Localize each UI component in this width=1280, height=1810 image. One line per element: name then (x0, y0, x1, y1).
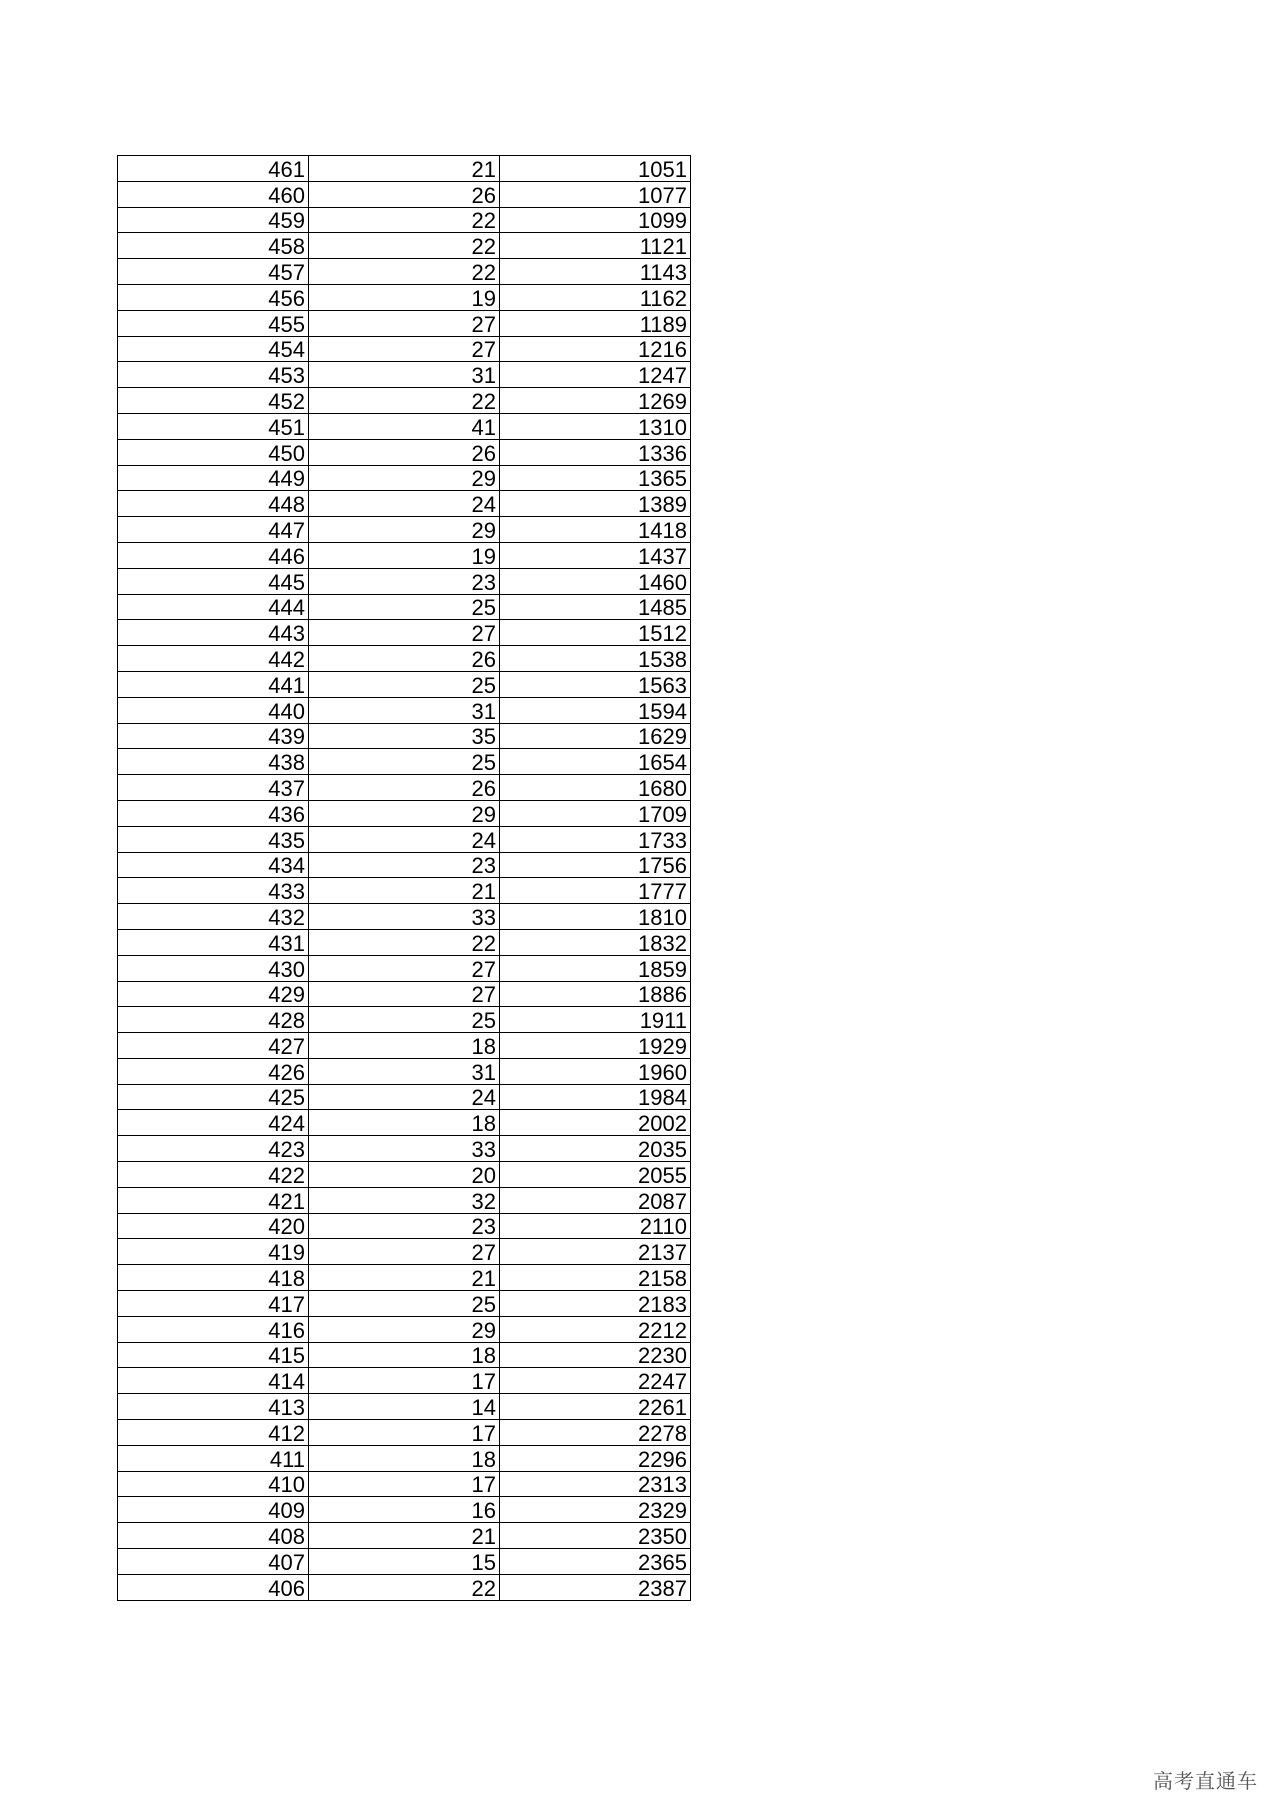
cumulative-cell: 1777 (500, 878, 691, 904)
cumulative-cell: 1810 (500, 904, 691, 930)
score-cell: 420 (118, 1213, 309, 1239)
table-row (118, 1007, 691, 1033)
cumulative-cell: 1336 (500, 439, 691, 465)
count-cell: 31 (309, 362, 500, 388)
count-cell: 31 (309, 697, 500, 723)
count-cell: 18 (309, 1033, 500, 1059)
count-cell: 33 (309, 904, 500, 930)
cumulative-cell: 1121 (500, 233, 691, 259)
score-cell: 448 (118, 491, 309, 517)
score-cell: 422 (118, 1162, 309, 1188)
table-row (118, 1549, 691, 1575)
count-cell: 29 (309, 465, 500, 491)
count-cell: 22 (309, 1574, 500, 1600)
score-cell: 450 (118, 439, 309, 465)
count-cell: 24 (309, 826, 500, 852)
count-cell: 26 (309, 439, 500, 465)
table-row (118, 1316, 691, 1342)
cumulative-cell: 1162 (500, 284, 691, 310)
cumulative-cell: 2183 (500, 1291, 691, 1317)
count-cell: 20 (309, 1162, 500, 1188)
table-row (118, 1497, 691, 1523)
score-cell: 429 (118, 981, 309, 1007)
count-cell: 25 (309, 1007, 500, 1033)
table-row (118, 568, 691, 594)
count-cell: 27 (309, 620, 500, 646)
cumulative-cell: 1756 (500, 852, 691, 878)
table-row (118, 1291, 691, 1317)
cumulative-cell: 1077 (500, 181, 691, 207)
cumulative-cell: 1654 (500, 749, 691, 775)
count-cell: 27 (309, 981, 500, 1007)
score-cell: 409 (118, 1497, 309, 1523)
score-cell: 457 (118, 259, 309, 285)
table-row (118, 697, 691, 723)
table-row (118, 413, 691, 439)
table-row (118, 156, 691, 182)
table-row (118, 1471, 691, 1497)
score-cell: 437 (118, 775, 309, 801)
count-cell: 21 (309, 156, 500, 182)
score-cell: 414 (118, 1368, 309, 1394)
count-cell: 25 (309, 1291, 500, 1317)
count-cell: 26 (309, 646, 500, 672)
count-cell: 33 (309, 1136, 500, 1162)
table-row (118, 1394, 691, 1420)
count-cell: 17 (309, 1368, 500, 1394)
cumulative-cell: 1680 (500, 775, 691, 801)
count-cell: 25 (309, 749, 500, 775)
table-row (118, 981, 691, 1007)
count-cell: 17 (309, 1471, 500, 1497)
score-cell: 445 (118, 568, 309, 594)
cumulative-cell: 1911 (500, 1007, 691, 1033)
score-cell: 415 (118, 1342, 309, 1368)
table-row (118, 1445, 691, 1471)
count-cell: 35 (309, 723, 500, 749)
score-cell: 439 (118, 723, 309, 749)
cumulative-cell: 1859 (500, 955, 691, 981)
table-row (118, 439, 691, 465)
count-cell: 19 (309, 284, 500, 310)
cumulative-cell: 1960 (500, 1058, 691, 1084)
count-cell: 15 (309, 1549, 500, 1575)
cumulative-cell: 1594 (500, 697, 691, 723)
score-cell: 416 (118, 1316, 309, 1342)
table-row (118, 671, 691, 697)
cumulative-cell: 1512 (500, 620, 691, 646)
table-row (118, 259, 691, 285)
cumulative-cell: 1886 (500, 981, 691, 1007)
table-row (118, 749, 691, 775)
score-cell: 461 (118, 156, 309, 182)
count-cell: 22 (309, 207, 500, 233)
table-row (118, 1110, 691, 1136)
cumulative-cell: 1629 (500, 723, 691, 749)
count-cell: 22 (309, 259, 500, 285)
table-row (118, 1084, 691, 1110)
score-cell: 427 (118, 1033, 309, 1059)
count-cell: 26 (309, 775, 500, 801)
score-cell: 413 (118, 1394, 309, 1420)
count-cell: 22 (309, 388, 500, 414)
table-row (118, 594, 691, 620)
score-cell: 418 (118, 1265, 309, 1291)
cumulative-cell: 2087 (500, 1187, 691, 1213)
table-row (118, 233, 691, 259)
table-row (118, 336, 691, 362)
cumulative-cell: 1247 (500, 362, 691, 388)
count-cell: 26 (309, 181, 500, 207)
table-row (118, 1523, 691, 1549)
score-cell: 417 (118, 1291, 309, 1317)
cumulative-cell: 1189 (500, 310, 691, 336)
watermark: 高考直通车 (1153, 1769, 1258, 1793)
score-cell: 449 (118, 465, 309, 491)
score-cell: 456 (118, 284, 309, 310)
table-row (118, 775, 691, 801)
cumulative-cell: 1099 (500, 207, 691, 233)
table-row (118, 929, 691, 955)
score-cell: 431 (118, 929, 309, 955)
score-table-body (118, 156, 691, 1601)
cumulative-cell: 1929 (500, 1033, 691, 1059)
table-row (118, 1058, 691, 1084)
cumulative-cell: 2230 (500, 1342, 691, 1368)
cumulative-cell: 1733 (500, 826, 691, 852)
score-cell: 442 (118, 646, 309, 672)
score-cell: 430 (118, 955, 309, 981)
score-cell: 407 (118, 1549, 309, 1575)
score-cell: 423 (118, 1136, 309, 1162)
count-cell: 27 (309, 1239, 500, 1265)
cumulative-cell: 1709 (500, 800, 691, 826)
count-cell: 22 (309, 929, 500, 955)
score-cell: 440 (118, 697, 309, 723)
table-row (118, 362, 691, 388)
cumulative-cell: 2261 (500, 1394, 691, 1420)
table-row (118, 1136, 691, 1162)
score-cell: 434 (118, 852, 309, 878)
score-cell: 419 (118, 1239, 309, 1265)
cumulative-cell: 1051 (500, 156, 691, 182)
score-cell: 406 (118, 1574, 309, 1600)
count-cell: 29 (309, 800, 500, 826)
table-row (118, 388, 691, 414)
count-cell: 27 (309, 955, 500, 981)
count-cell: 29 (309, 1316, 500, 1342)
count-cell: 21 (309, 878, 500, 904)
count-cell: 25 (309, 671, 500, 697)
table-row (118, 1033, 691, 1059)
count-cell: 21 (309, 1523, 500, 1549)
count-cell: 25 (309, 594, 500, 620)
count-cell: 18 (309, 1445, 500, 1471)
table-row (118, 646, 691, 672)
score-cell: 428 (118, 1007, 309, 1033)
table-row (118, 800, 691, 826)
score-cell: 458 (118, 233, 309, 259)
cumulative-cell: 2055 (500, 1162, 691, 1188)
table-row (118, 878, 691, 904)
table-row (118, 955, 691, 981)
table-row (118, 620, 691, 646)
cumulative-cell: 2350 (500, 1523, 691, 1549)
score-cell: 433 (118, 878, 309, 904)
table-row (118, 1187, 691, 1213)
cumulative-cell: 2365 (500, 1549, 691, 1575)
count-cell: 41 (309, 413, 500, 439)
count-cell: 16 (309, 1497, 500, 1523)
score-cell: 459 (118, 207, 309, 233)
count-cell: 23 (309, 568, 500, 594)
count-cell: 27 (309, 310, 500, 336)
count-cell: 24 (309, 491, 500, 517)
cumulative-cell: 1216 (500, 336, 691, 362)
table-row (118, 1342, 691, 1368)
table-row (118, 904, 691, 930)
count-cell: 23 (309, 1213, 500, 1239)
table-row (118, 284, 691, 310)
cumulative-cell: 1269 (500, 388, 691, 414)
cumulative-cell: 1389 (500, 491, 691, 517)
score-cell: 453 (118, 362, 309, 388)
table-row (118, 465, 691, 491)
score-cell: 443 (118, 620, 309, 646)
cumulative-cell: 2002 (500, 1110, 691, 1136)
count-cell: 31 (309, 1058, 500, 1084)
table-row (118, 181, 691, 207)
table-row (118, 310, 691, 336)
cumulative-cell: 2212 (500, 1316, 691, 1342)
table-row (118, 207, 691, 233)
cumulative-cell: 1485 (500, 594, 691, 620)
cumulative-cell: 1310 (500, 413, 691, 439)
count-cell: 23 (309, 852, 500, 878)
table-row (118, 1368, 691, 1394)
count-cell: 18 (309, 1342, 500, 1368)
cumulative-cell: 1563 (500, 671, 691, 697)
score-cell: 424 (118, 1110, 309, 1136)
cumulative-cell: 2387 (500, 1574, 691, 1600)
score-cell: 410 (118, 1471, 309, 1497)
score-cell: 438 (118, 749, 309, 775)
table-row (118, 826, 691, 852)
score-cell: 441 (118, 671, 309, 697)
table-row (118, 1213, 691, 1239)
cumulative-cell: 1143 (500, 259, 691, 285)
cumulative-cell: 2247 (500, 1368, 691, 1394)
cumulative-cell: 1984 (500, 1084, 691, 1110)
table-row (118, 1574, 691, 1600)
count-cell: 22 (309, 233, 500, 259)
count-cell: 24 (309, 1084, 500, 1110)
score-cell: 411 (118, 1445, 309, 1471)
count-cell: 21 (309, 1265, 500, 1291)
score-cell: 446 (118, 542, 309, 568)
score-cell: 425 (118, 1084, 309, 1110)
score-cell: 452 (118, 388, 309, 414)
score-cell: 460 (118, 181, 309, 207)
table-row (118, 491, 691, 517)
table-row (118, 852, 691, 878)
cumulative-cell: 1437 (500, 542, 691, 568)
score-cell: 421 (118, 1187, 309, 1213)
cumulative-cell: 2296 (500, 1445, 691, 1471)
cumulative-cell: 1832 (500, 929, 691, 955)
cumulative-cell: 2313 (500, 1471, 691, 1497)
cumulative-cell: 1538 (500, 646, 691, 672)
score-cell: 408 (118, 1523, 309, 1549)
table-row (118, 1239, 691, 1265)
score-cell: 454 (118, 336, 309, 362)
table-row (118, 542, 691, 568)
score-cell: 447 (118, 517, 309, 543)
table-row (118, 1420, 691, 1446)
score-cell: 412 (118, 1420, 309, 1446)
table-row (118, 1162, 691, 1188)
score-cell: 436 (118, 800, 309, 826)
cumulative-cell: 2110 (500, 1213, 691, 1239)
count-cell: 14 (309, 1394, 500, 1420)
cumulative-cell: 1460 (500, 568, 691, 594)
table-row (118, 723, 691, 749)
score-cell: 444 (118, 594, 309, 620)
count-cell: 27 (309, 336, 500, 362)
cumulative-cell: 1418 (500, 517, 691, 543)
count-cell: 18 (309, 1110, 500, 1136)
count-cell: 29 (309, 517, 500, 543)
score-cell: 426 (118, 1058, 309, 1084)
cumulative-cell: 2137 (500, 1239, 691, 1265)
cumulative-cell: 2035 (500, 1136, 691, 1162)
table-row (118, 1265, 691, 1291)
count-cell: 17 (309, 1420, 500, 1446)
table-row (118, 517, 691, 543)
cumulative-cell: 1365 (500, 465, 691, 491)
count-cell: 32 (309, 1187, 500, 1213)
score-cell: 455 (118, 310, 309, 336)
score-cell: 435 (118, 826, 309, 852)
cumulative-cell: 2278 (500, 1420, 691, 1446)
cumulative-cell: 2329 (500, 1497, 691, 1523)
cumulative-cell: 2158 (500, 1265, 691, 1291)
score-cell: 432 (118, 904, 309, 930)
score-cell: 451 (118, 413, 309, 439)
count-cell: 19 (309, 542, 500, 568)
score-table (117, 155, 691, 1601)
